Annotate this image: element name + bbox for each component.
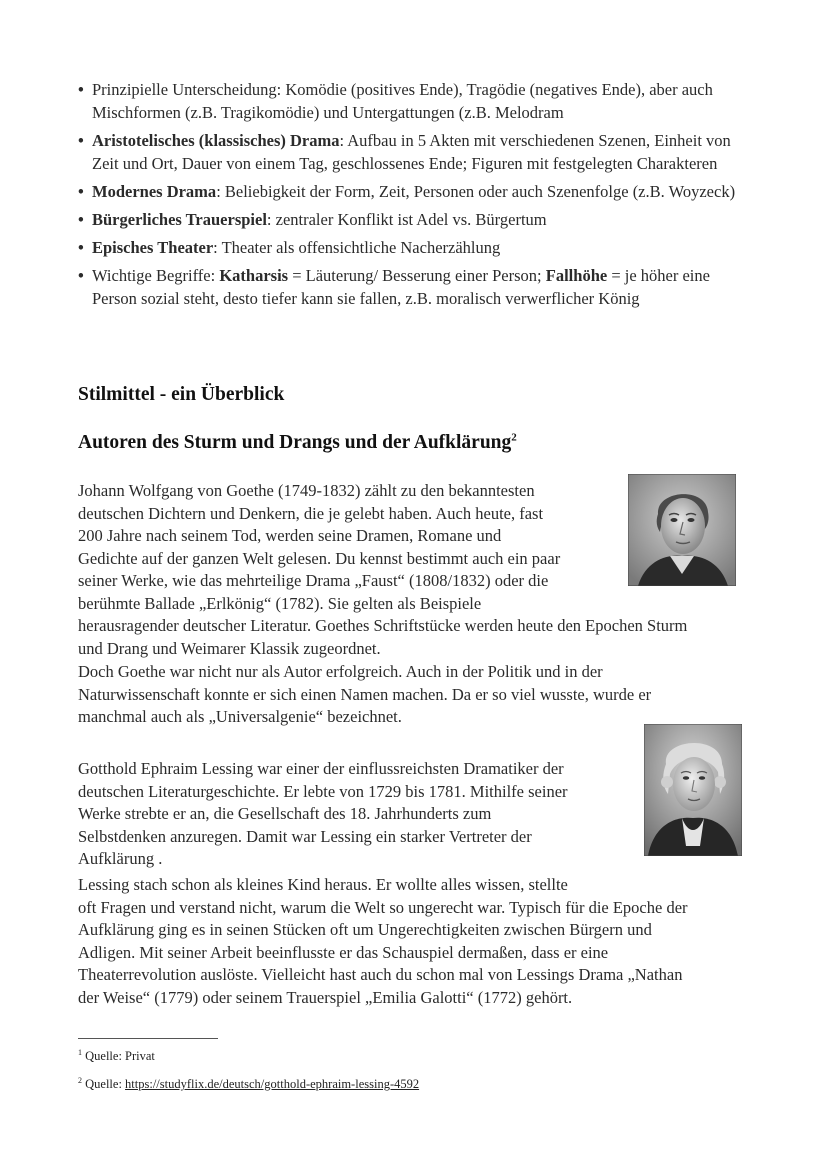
text-line: deutschen Literaturgeschichte. Er lebte von 1729 bis 1781. Mithilfe seiner xyxy=(78,781,568,801)
bullet-term: Katharsis xyxy=(219,266,289,285)
list-item xyxy=(78,236,750,259)
bullet-text: = Läuterung/ Besserung einer Person; xyxy=(288,266,546,285)
text-line: Johann Wolfgang von Goethe (1749-1832) zählt zu den bekanntesten xyxy=(78,481,535,500)
text-line: Selbstdenken anzuregen. Damit war Lessing ein starker Vertreter der xyxy=(78,826,532,846)
lessing-paragraph-1 xyxy=(78,758,638,871)
text-line: seiner Werke, wie das mehrteilige Drama „Faust“ (1808/1832) oder die xyxy=(78,571,549,590)
text-line: der Weise“ (1779) oder seinem Trauerspiel „Emilia Galotti“ (1772) gehört. xyxy=(78,987,573,1007)
text-line: Lessing stach schon als kleines Kind heraus. Er wollte alles wissen, stellte xyxy=(78,875,568,894)
list-item xyxy=(78,78,750,124)
text-line: Doch Goethe war nicht nur als Autor erfolgreich. Auch in der Politik und in der xyxy=(78,662,603,681)
bullet-text: Prinzipielle Unterscheidung: Komödie (positives Ende), Tragödie (negatives Ende), aber auch Mischformen (z.B. Tragikomödie) und Untergattungen (z.B. Melodram xyxy=(92,80,713,122)
text-line: Naturwissenschaft konnte er sich einen Namen machen. Da er so viel wusste, wurde er xyxy=(78,684,652,704)
text-line: berühmte Ballade „Erlkönig“ (1782). Sie gelten als Beispiele xyxy=(78,593,482,613)
heading-autoren xyxy=(78,432,517,454)
text-line: Werke strebte er an, die Gesellschaft des 18. Jahrhunderts zum xyxy=(78,804,492,823)
bullet-text: : Aufbau in 5 Akten mit verschiedenen Szenen, Einheit von Zeit und Ort, Dauer von einem Tag, geschlossenes Ende; Figuren mit festgelegten Charakteren xyxy=(92,131,731,173)
lessing-portrait xyxy=(644,724,742,856)
bullet-text: : zentraler Konflikt ist Adel vs. Bürgertum xyxy=(266,210,547,229)
text-line: Aufklärung ging es in seinen Stücken oft um Ungerechtigkeiten zwischen Bürgern und xyxy=(78,920,652,939)
text-line: oft Fragen und verstand nicht, warum die Welt so ungerecht war. Typisch für die Epoche der xyxy=(78,897,688,917)
bullet-text: : Beliebigkeit der Form, Zeit, Personen oder auch Szenenfolge (z.B. Woyzeck) xyxy=(216,182,736,201)
footnote-ref[interactable]: 2 xyxy=(511,431,517,444)
footnote-2 xyxy=(78,1076,419,1092)
footnote-number: 1 xyxy=(78,1048,82,1057)
text-line: Gotthold Ephraim Lessing war einer der einflussreichsten Dramatiker der xyxy=(78,759,564,778)
bullet-term: Episches Theater xyxy=(92,238,214,257)
footnote-text: Quelle: Privat xyxy=(85,1049,155,1064)
text-line: 200 Jahre nach seinem Tod, werden seine Dramen, Romane und xyxy=(78,526,502,545)
bullet-text: : Theater als offensichtliche Nacherzählung xyxy=(213,238,501,257)
footnote-separator xyxy=(78,1038,218,1039)
bullet-text: Wichtige Begriffe: xyxy=(92,266,220,285)
footnote-text: Quelle: xyxy=(85,1077,126,1092)
goethe-paragraph-1 xyxy=(78,480,758,660)
source-link[interactable]: https://studyflix.de/deutsch/gotthold-ephraim-lessing-4592 xyxy=(125,1077,420,1092)
text-line: Aufklärung . xyxy=(78,849,163,868)
drama-bullet-list xyxy=(78,78,750,315)
text-line: herausragender deutscher Literatur. Goethes Schriftstücke werden heute den Epochen Sturm xyxy=(78,616,688,635)
list-item xyxy=(78,180,750,203)
text-line: und Drang und Weimarer Klassik zugeordnet. xyxy=(78,638,381,658)
goethe-paragraph-2 xyxy=(78,661,758,729)
footnote-number: 2 xyxy=(78,1076,82,1085)
text-line: deutschen Dichtern und Denkern, die je gelebt haben. Auch heute, fast xyxy=(78,503,544,523)
bullet-text: = je höher eine Person sozial steht, desto tiefer kann sie fallen, z.B. moralisch verwerflicher König xyxy=(92,266,710,308)
text-line: Gedichte auf der ganzen Welt gelesen. Du kennst bestimmt auch ein paar xyxy=(78,548,561,568)
bullet-term: Fallhöhe xyxy=(545,266,608,285)
bullet-term: Bürgerliches Trauerspiel xyxy=(92,210,267,229)
text-line: Theaterrevolution auslöste. Vielleicht hast auch du schon mal von Lessings Drama „Nathan xyxy=(78,965,683,984)
list-item xyxy=(78,208,750,231)
footnote-1 xyxy=(78,1048,155,1064)
text-line: Adligen. Mit seiner Arbeit beeinflusste er das Schauspiel dermaßen, dass er eine xyxy=(78,942,609,962)
list-item xyxy=(78,129,750,175)
list-item xyxy=(78,264,750,310)
heading-stilmittel: Stilmittel - ein Überblick xyxy=(78,384,285,405)
heading-autoren-text: Autoren des Sturm und Drangs und der Aufklärung xyxy=(78,432,512,453)
text-line: manchmal auch als „Universalgenie“ bezeichnet. xyxy=(78,707,402,726)
lessing-paragraph-2 xyxy=(78,874,768,1009)
bullet-term: Aristotelisches (klassisches) Drama xyxy=(92,131,340,150)
bullet-term: Modernes Drama xyxy=(92,182,217,201)
